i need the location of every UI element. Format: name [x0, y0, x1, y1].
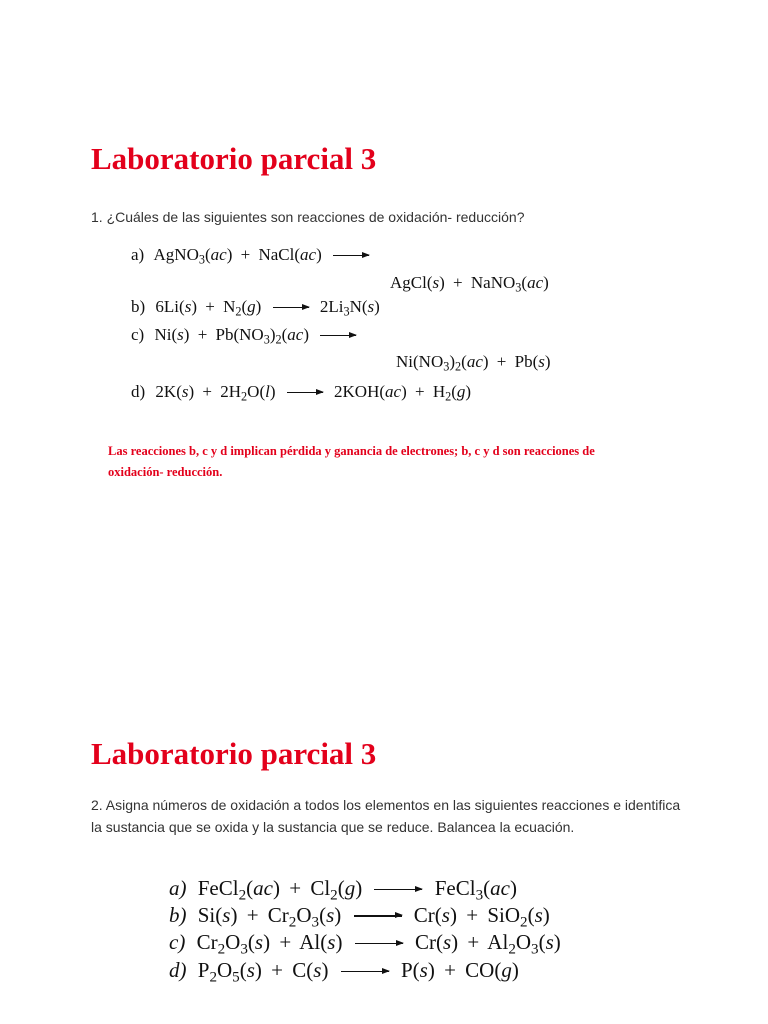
equation-label: a): [131, 245, 145, 264]
reaction-arrow-icon: [354, 915, 402, 917]
equation-1c-products: $Ni(NO_3)_2(ac) + Pb(s)$: [396, 352, 551, 374]
reaction-arrow-icon: [287, 392, 323, 393]
equation-label: c): [131, 325, 145, 344]
equation-1c-reactants: c) $Ni(s) + Pb(NO_3)_2(ac)$: [131, 326, 363, 343]
reaction-arrow-icon: [273, 307, 309, 308]
equation-label: b): [169, 903, 187, 927]
slide-title: Laboratorio parcial 3: [91, 141, 377, 176]
reaction-arrow-icon: [374, 889, 422, 890]
reaction-arrow-icon: [355, 943, 403, 944]
reaction-arrow-icon: [320, 335, 356, 336]
equation-1a-products: AgCl(s) + NaNO$_3$(ac): [390, 273, 549, 295]
equation-label: c): [169, 930, 186, 954]
reaction-arrow-icon: [341, 971, 389, 972]
reactants: AgNO$_3$(ac) + NaCl(ac): [153, 245, 322, 267]
equation-label: d): [131, 382, 146, 401]
equation-1a-reactants: [131, 245, 376, 267]
answer-text: Las reacciones b, c y d implican pérdida y ganancia de electrones; b, c y d son reacciones de oxidación- reducción.: [108, 444, 595, 479]
equation-2a: a) FeCl$_2$(ac) + $Cl_2(g)$ FeCl$_3$(ac): [169, 876, 517, 904]
equation-1d: d) $2K(s) + 2H_2O(l) 2KOH(ac) + H_2(g)$: [131, 382, 472, 404]
reaction-arrow-icon: [333, 255, 369, 256]
equation-2c: c) $Cr_2O_3(s) + Al(s) Cr(s) + Al_2O_3(s)$: [169, 930, 561, 958]
equation-1b: b) $6Li(s) + N_2(g)$ $2Li_3N(s)$: [131, 297, 380, 319]
equation-2b: b) $Si(s) + Cr_2O_3(s) Cr(s) + SiO_2(s)$: [169, 903, 550, 931]
equation-label: a): [169, 876, 187, 900]
question-2-text: 2. Asigna números de oxidación a todos los elementos en las siguientes reacciones e identifica la sustancia que se oxida y la sustancia que se reduce. Balancea la ecuación.: [91, 797, 681, 835]
slide-2: [0, 700, 768, 1024]
slide-title: Laboratorio parcial 3: [91, 736, 377, 771]
equation-2d: d) $P_2O_5(s) + C(s) P(s) + CO(g)$: [169, 958, 519, 986]
equation-label: b): [131, 297, 146, 316]
question-1-text: 1. ¿Cuáles de las siguientes son reacciones de oxidación- reducción?: [91, 209, 525, 225]
equation-label: d): [169, 958, 187, 982]
